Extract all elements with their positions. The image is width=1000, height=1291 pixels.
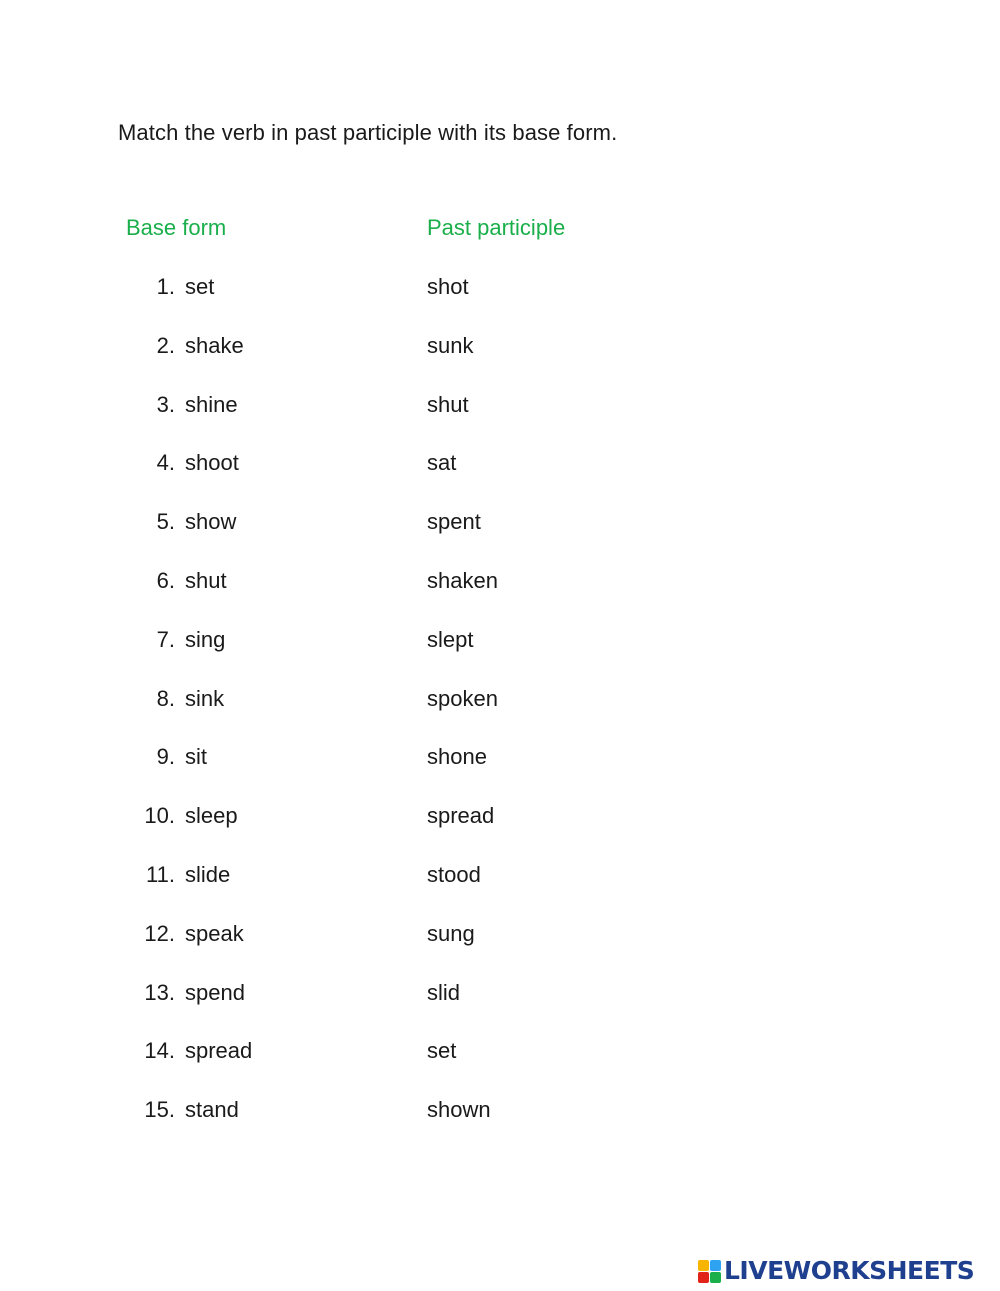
item-number: 8. [156,685,175,711]
item-number: 13. [144,979,175,1005]
item-number: 1. [156,274,175,299]
past-participle-word: sunk [427,332,474,358]
past-participle-word: sat [427,450,457,476]
base-form-word: slide [185,861,231,887]
base-form-word: shine [185,391,238,417]
base-form-word: sit [185,744,207,770]
base-form-word: stand [185,1097,239,1123]
header-past-participle: Past participle [427,215,566,240]
item-number: 9. [156,744,175,770]
liveworksheets-logo [698,1257,974,1285]
base-form-word: spread [185,1038,253,1064]
item-number: 3. [156,391,175,417]
list-item [0,685,1000,744]
base-form-word: shut [185,567,227,593]
list-item [0,1096,1000,1155]
item-number: 4. [156,450,175,476]
list-item [0,920,1000,979]
past-participle-word: stood [427,861,481,887]
item-number: 12. [144,920,175,946]
past-participle-word: sung [427,920,475,946]
item-number: 7. [156,626,175,652]
past-participle-word: shaken [427,567,498,593]
base-form-word: set [185,274,215,299]
list-item [0,332,1000,391]
past-participle-word: shown [427,1097,491,1123]
base-form-word: sleep [185,803,238,829]
instruction: Match the verb in past participle with its base form. [118,120,618,145]
list-item [0,391,1000,450]
header-base-form: Base form [126,215,227,240]
item-number: 2. [156,332,175,358]
list-item [0,802,1000,861]
list-item [0,1037,1000,1096]
liveworksheets-logo-icon [698,1260,721,1283]
list-item [0,449,1000,508]
past-participle-word: spent [427,509,481,535]
item-number: 5. [156,509,175,535]
past-participle-word: spoken [427,685,498,711]
list-item [0,626,1000,685]
base-form-word: spend [185,979,245,1005]
past-participle-word: slept [427,626,474,652]
base-form-word: shoot [185,450,239,476]
list-item [0,979,1000,1038]
past-participle-word: shut [427,391,469,417]
item-number: 14. [144,1038,175,1064]
base-form-word: sink [185,685,225,711]
list-item [0,861,1000,920]
list-item [0,508,1000,567]
past-participle-word: shone [427,744,487,770]
verb-list [0,273,1000,1155]
item-number: 15. [144,1097,175,1123]
item-number: 6. [156,567,175,593]
base-form-word: shake [185,332,244,358]
base-form-word: show [185,509,237,535]
base-form-word: speak [185,920,244,946]
list-item [0,567,1000,626]
past-participle-word: spread [427,803,495,829]
past-participle-word: shot [427,274,469,299]
logo-text: LIVEWORKSHEETS [724,1256,975,1285]
past-participle-word: set [427,1038,457,1064]
base-form-word: sing [185,626,226,652]
past-participle-word: slid [427,979,461,1005]
item-number: 10. [144,803,175,829]
list-item [0,743,1000,802]
list-item [0,273,1000,332]
item-number: 11. [146,861,175,887]
